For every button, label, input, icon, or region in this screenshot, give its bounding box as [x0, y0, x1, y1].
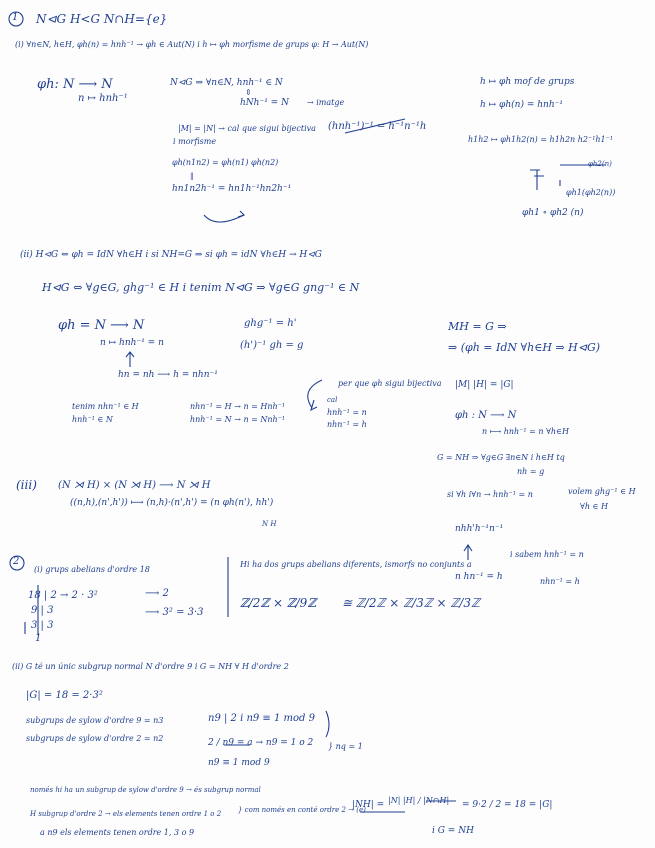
h-order-2: H subgrup d'ordre 2 → els elements tenen ordre 1 o 2: [30, 810, 222, 818]
factorization-1: 18 | 2 → 2 · 3²: [28, 590, 98, 601]
arrow-to-2: ⟶ 2: [145, 588, 169, 599]
factorization-3: 3 | 3: [31, 620, 54, 631]
problem-number-1: 1: [12, 12, 19, 23]
right-1: h ↦ φh mof de grups: [480, 77, 575, 87]
mh-implication: ⇒ (φh = IdN ∀h∈H ⇒ H⊲G): [448, 341, 601, 354]
perque-d: nhn⁻¹ = h: [327, 420, 367, 429]
g-nh-a: G = NH ⇒ ∀g∈G ∃n∈N i h∈H tq: [437, 453, 565, 462]
bijective-b: i morfisme: [173, 137, 217, 146]
tenim-b: hnh⁻¹ ∈ N: [72, 415, 113, 424]
perque-c: hnh⁻¹ = n: [327, 408, 367, 417]
i-sabem: i sabem hnh⁻¹ = n: [510, 550, 584, 559]
g-nh-b: nh = g: [517, 467, 545, 476]
up-arrow: [126, 352, 134, 367]
phi-definition-b: n ↦ hnh⁻¹: [78, 93, 128, 104]
nq-equals-1: } nq = 1: [328, 742, 363, 751]
nh-card-fraction: |N| |H| / |N∩H|: [388, 796, 450, 805]
part-iii-map: (N ⋊ H) × (N ⋊ H) ⟶ N ⋊ H: [58, 480, 211, 491]
hn-equals-nh: hn = nh ⟶ h = nhn⁻¹: [118, 370, 218, 380]
up-arrow-2: [464, 545, 472, 560]
group-order: |G| = 18 = 2·3²: [26, 690, 103, 701]
g-conj-2: (h')⁻¹ gh = g: [240, 340, 304, 351]
n9-fraction: 2 / n9 = a → n9 = 1 o 2: [208, 738, 314, 748]
part-ii-equivalence: H⊲G ⇔ ∀g∈G, ghg⁻¹ ∈ H i tenim N⊲G ⇒ ∀g∈G gng⁻¹ ∈ N: [42, 281, 360, 294]
n9-divides: n9 | 2 i n9 ≡ 1 mod 9: [208, 713, 315, 724]
normal-condition-a: N⊲G ⇒ ∀n∈N, hnh⁻¹ ∈ N: [170, 78, 283, 88]
part-2ii-statement: (ii) G té un únic subgrup normal N d'ordre 9 i G = NH ∀ H d'ordre 2: [12, 662, 289, 671]
phi-definition-a: φh: N ⟶ N: [37, 77, 113, 92]
curved-arrow-1: [204, 215, 244, 222]
arrow-to-9: ⟶ 3² = 3·3: [145, 607, 204, 618]
perque-b: cal: [327, 396, 338, 404]
n9-element-orders: a n9 els elements tenen ordre 1, 3 o 9: [40, 828, 195, 837]
sylow-9: subgrups de sylow d'ordre 9 = n3: [26, 716, 164, 725]
factorization-2: 9 | 3: [31, 605, 54, 616]
eq-b: hnh⁻¹ = N → n = Nnh⁻¹: [190, 415, 286, 424]
abelian-brace-text: Hi ha dos grups abelians diferents, ismorfs no conjunts a: [240, 560, 472, 569]
right-4: φh2(n): [588, 160, 612, 168]
part-ii-statement: (ii) H⊲G ⇔ φh = IdN ∀h∈H i si NH=G ⇒ si φh = idN ∀h∈H → H⊲G: [20, 250, 322, 260]
sylow-2: subgrups de sylow d'ordre 2 = n2: [26, 734, 164, 743]
arrow-head-1: [238, 211, 244, 217]
bijective-a: |M| = |N| → cal que sigui bijectiva: [178, 124, 316, 133]
g-equals-nh: i G = NH: [432, 826, 474, 836]
nhn-a: n hn⁻¹ = h: [455, 572, 503, 582]
factorization-4: 1: [35, 633, 42, 644]
phi-h-2b: n ⟼ hnh⁻¹ = n ∀h∈H: [482, 427, 569, 436]
phi-h-2a: φh : N ⟶ N: [455, 410, 517, 421]
right-3: h1h2 ↦ φh1h2(n) = h1h2n h2⁻¹h1⁻¹: [468, 135, 614, 144]
nh-card-result: = 9·2 / 2 = 18 = |G|: [462, 800, 553, 810]
right-6: φh1 ∘ φh2 (n): [522, 208, 584, 218]
si-h-i-n: si ∀h i∀n → hnh⁻¹ = n: [447, 490, 533, 499]
n9-mod: n9 ≡ 1 mod 9: [208, 758, 270, 768]
nh-card-label: |NH| =: [352, 800, 385, 810]
homomorphism-a: φh(n1n2) = φh(n1) φh(n2): [172, 158, 279, 167]
perque-a: per que φh sigui bijectiva: [338, 379, 442, 388]
arrow-head-2: [311, 400, 317, 410]
volem-b: ∀h ∈ H: [580, 502, 608, 511]
g-conj-1: ghg⁻¹ = h': [244, 318, 297, 329]
part-iii-label: (iii): [16, 478, 37, 492]
right-2: h ↦ φh(n) = hnh⁻¹: [480, 100, 563, 110]
zn-product-1: ℤ/2ℤ × ℤ/9ℤ: [240, 596, 317, 610]
part-iii-product: ((n,h),(n',h')) ⟼ (n,h)·(n',h') = (n φh(n'), hh'): [70, 498, 274, 508]
mh-equals-g: MH = G ⇒: [448, 320, 507, 333]
inverse-identity: (hnh⁻¹)⁻¹ = h⁻¹n⁻¹h: [328, 121, 427, 132]
abelian-groups-statement: (i) grups abelians d'ordre 18: [34, 565, 150, 574]
homomorphism-b: ‖: [190, 172, 194, 180]
right-5: φh1(φh2(n)): [566, 188, 616, 197]
normal-condition-b: ⇕: [245, 88, 252, 97]
phi-h-a: φh = N ⟶ N: [58, 318, 145, 333]
phi-h-b: n ↦ hnh⁻¹ = n: [100, 338, 164, 348]
nhh-expression: nhh'h⁻¹n⁻¹: [455, 524, 504, 534]
volem-a: volem ghg⁻¹ ∈ H: [568, 487, 636, 496]
problem-number-2: 2: [13, 556, 20, 567]
cardinality: |M| |H| = |G|: [455, 380, 514, 390]
only-one-sylow: només hi ha un subgrup de sylow d'ordre 9 → és subgrup normal: [30, 786, 261, 794]
nhn-b: nhn⁻¹ = h: [540, 577, 580, 586]
problem-1-header: N⊲G H<G N∩H={e}: [36, 12, 168, 26]
part-iii-subscripts: N H: [262, 520, 277, 528]
underbrace-1: [560, 165, 605, 186]
curved-arrow-2: [308, 380, 322, 408]
eq-a: nhn⁻¹ = H → n = Hnh⁻¹: [190, 402, 286, 411]
normal-condition-c: hNh⁻¹ = N: [240, 98, 289, 108]
imatge-label: → imatge: [307, 98, 345, 107]
brace-right: [326, 711, 329, 737]
homomorphism-c: hn1n2h⁻¹ = hn1h⁻¹hn2h⁻¹: [172, 184, 292, 194]
part-i-statement: (i) ∀n∈N, h∈H, φh(n) = hnh⁻¹ → φh ∈ Aut(N) i h ↦ φh morfisme de grups φ: H → Aut(N): [15, 40, 369, 49]
zn-product-2: ≅ ℤ/2ℤ × ℤ/3ℤ × ℤ/3ℤ: [342, 596, 480, 610]
h-order-2-note: } com només en conté ordre 2 → (e): [238, 806, 366, 814]
equal-bars: [530, 170, 544, 190]
tenim-a: tenim nhn⁻¹ ∈ H: [72, 402, 139, 411]
